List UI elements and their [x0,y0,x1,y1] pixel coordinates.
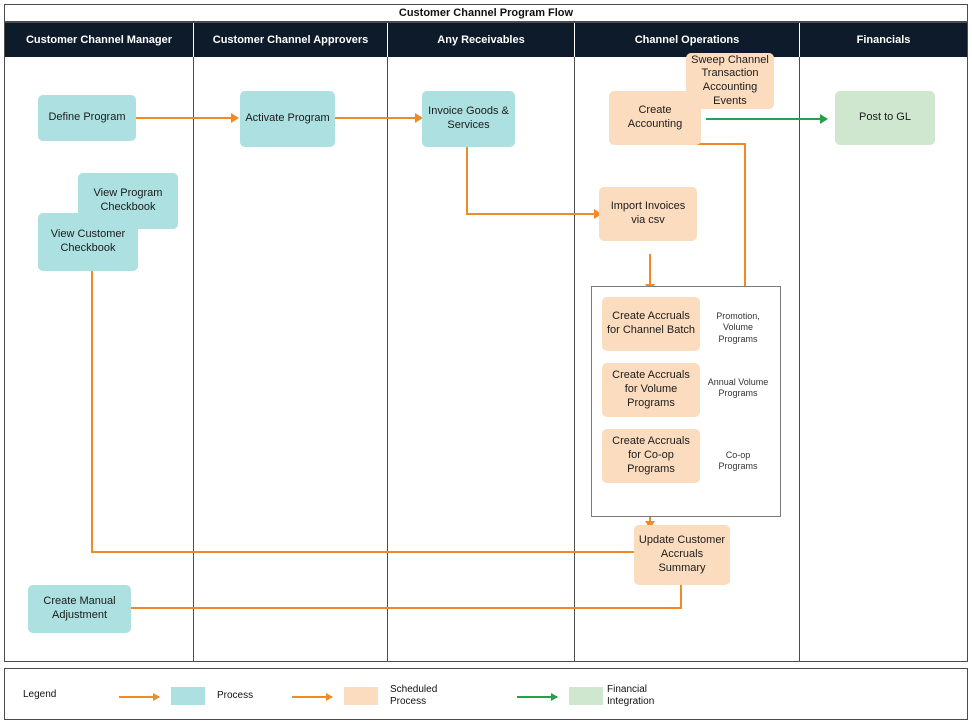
node-define-program[interactable] [38,95,136,141]
lane-divider [799,57,800,661]
legend-arrow-process [119,696,159,698]
node-label: Update Customer Accruals Summary [638,534,726,574]
legend-title: Legend [23,689,57,700]
legend-swatch-scheduled [344,687,378,705]
lane-header-label: Customer Channel Approvers [212,34,369,46]
connector-summary-to-checkbook [91,551,637,553]
node-create-manual-adjustment[interactable] [28,585,131,633]
lane-header-label: Customer Channel Manager [25,34,173,46]
swimlane-frame [4,22,968,662]
note-label: Promotion, Volume Programs [716,311,760,344]
connector-activate-to-invoice [335,117,415,119]
node-label: Create Manual Adjustment [43,595,116,621]
node-label: Import Invoices via csv [610,200,686,226]
diagram-title [4,4,968,22]
node-activate-program[interactable] [240,91,335,147]
lane-divider [193,57,194,661]
legend-label-scheduled: Scheduled Process [390,684,438,707]
node-label: Sweep Channel Transaction Accounting Events [691,53,769,107]
lane-header-customer-channel-manager [5,23,193,57]
arrowhead [231,113,239,123]
connector-invoice-down [466,145,468,214]
connector-manual-adjustment-to-summary [130,607,681,609]
node-label: View Customer Checkbook [50,228,126,254]
lane-divider [387,57,388,661]
lane-header-customer-channel-approvers [194,23,387,57]
note-label: Co-op Programs [718,450,758,472]
connector-invoice-to-import [466,213,594,215]
node-label: Post to GL [859,111,911,124]
lane-header-channel-operations [575,23,799,57]
node-create-accounting[interactable] [609,91,701,145]
note-co-op [705,450,771,473]
node-label: Activate Program [245,112,330,125]
node-create-accruals-for-channel-batch[interactable] [602,297,700,351]
connector-define-to-activate [136,117,231,119]
connector-checkbook-up [91,266,93,553]
node-invoice-goods-services[interactable] [422,91,515,147]
lane-header-label: Channel Operations [634,34,740,46]
connector-accruals-up [744,143,746,295]
node-label: Create Accruals for Volume Programs [612,369,690,409]
lane-divider [574,57,575,661]
node-create-accruals-for-volume-programs[interactable] [602,363,700,417]
legend-swatch-process [171,687,205,705]
node-label: View Program Checkbook [93,187,163,213]
legend-arrow-financial [517,696,557,698]
arrowhead [820,114,828,124]
lane-header-divider [193,23,194,57]
legend-arrow-scheduled [292,696,332,698]
connector-import-to-accruals [649,254,651,286]
lane-header-label: Any Receivables [437,34,525,46]
note-annual-volume [705,377,771,400]
lane-header-label: Financials [856,34,911,46]
node-label: Define Program [48,111,126,124]
legend-swatch-financial [569,687,603,705]
node-label: Invoice Goods & Services [428,105,509,131]
node-view-customer-checkbook[interactable] [38,213,138,271]
note-label: Annual Volume Programs [707,377,769,399]
lane-header-divider [574,23,575,57]
lane-header-financials [800,23,967,57]
legend-label-financial: Financial Integration [607,684,655,707]
node-create-accruals-for-co-op-programs[interactable] [602,429,700,483]
legend [4,668,968,720]
node-label: Create Accruals for Channel Batch [606,310,696,336]
connector-accounting-to-post-gl [706,118,820,120]
node-post-to-gl[interactable] [835,91,935,145]
node-import-invoices-via-csv[interactable] [599,187,697,241]
legend-label-process: Process [217,690,254,701]
lane-header-any-receivables [388,23,574,57]
node-update-customer-accruals-summary[interactable] [634,525,730,585]
node-label: Create Accounting [627,104,683,130]
diagram-title-text: Customer Channel Program Flow [398,7,574,19]
lane-header-divider [799,23,800,57]
lane-header-divider [387,23,388,57]
node-label: Create Accruals for Co-op Programs [612,435,690,475]
note-promotion-volume [705,311,771,345]
